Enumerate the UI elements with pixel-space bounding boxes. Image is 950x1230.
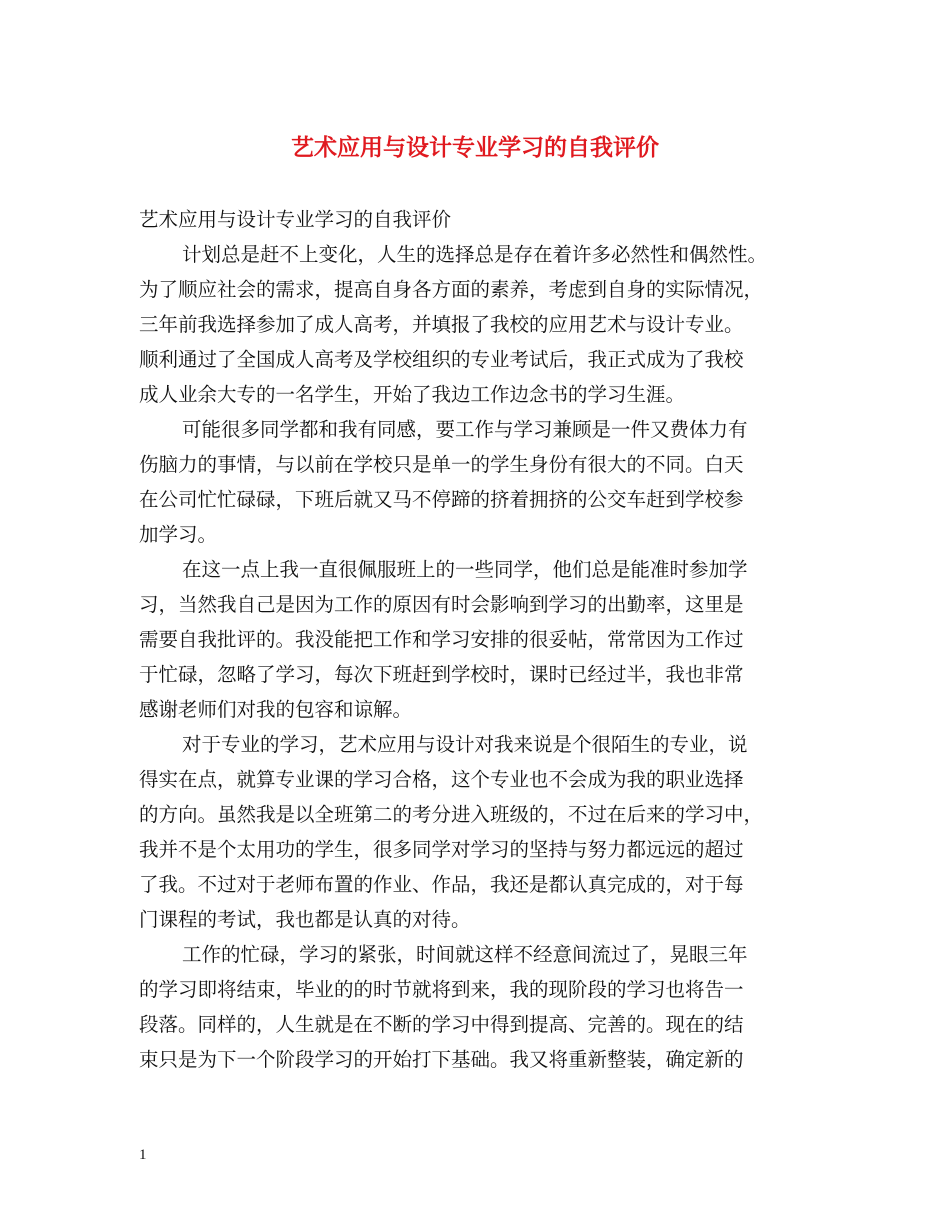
paragraph-line: 对于专业的学习，艺术应用与设计对我来说是个很陌生的专业，说	[182, 733, 748, 756]
paragraph-line: 我并不是个太用功的学生，很多同学对学习的坚持与努力都远远的超过	[139, 838, 744, 861]
paragraph-line: 于忙碌，忽略了学习，每次下班赶到学校时，课时已经过半，我也非常	[139, 663, 744, 686]
paragraph-line: 为了顺应社会的需求，提高自身各方面的素养，考虑到自身的实际情况，	[139, 278, 764, 301]
paragraph-line: 工作的忙碌，学习的紧张，时间就这样不经意间流过了，晃眼三年	[182, 943, 748, 966]
paragraph-line: 感谢老师们对我的包容和谅解。	[139, 698, 413, 721]
paragraph-line: 可能很多同学都和我有同感，要工作与学习兼顾是一件又费体力有	[182, 418, 748, 441]
paragraph-line: 在公司忙忙碌碌，下班后就又马不停蹄的挤着拥挤的公交车赶到学校参	[139, 488, 744, 511]
paragraph-line: 在这一点上我一直很佩服班上的一些同学，他们总是能准时参加学	[182, 558, 748, 581]
document-title: 艺术应用与设计专业学习的自我评价	[291, 134, 659, 161]
paragraph-line: 门课程的考试，我也都是认真的对待。	[139, 908, 471, 931]
body-heading: 艺术应用与设计专业学习的自我评价	[139, 208, 452, 231]
paragraph-line: 需要自我批评的。我没能把工作和学习安排的很妥帖，常常因为工作过	[139, 628, 744, 651]
paragraph-line: 的学习即将结束，毕业的的时节就将到来，我的现阶段的学习也将告一	[139, 978, 744, 1001]
paragraph-line: 习，当然我自己是因为工作的原因有时会影响到学习的出勤率，这里是	[139, 593, 744, 616]
paragraph-line: 三年前我选择参加了成人高考，并填报了我校的应用艺术与设计专业。	[139, 313, 744, 336]
paragraph-line: 的方向。虽然我是以全班第二的考分进入班级的，不过在后来的学习中，	[139, 803, 764, 826]
paragraph-line: 计划总是赶不上变化，人生的选择总是存在着许多必然性和偶然性。	[182, 243, 768, 266]
paragraph-line: 顺利通过了全国成人高考及学校组织的专业考试后，我正式成为了我校	[139, 348, 744, 371]
paragraph-line: 束只是为下一个阶段学习的开始打下基础。我又将重新整装，确定新的	[139, 1048, 744, 1071]
paragraph-line: 得实在点，就算专业课的学习合格，这个专业也不会成为我的职业选择	[139, 768, 744, 791]
page-number: 1	[139, 1147, 147, 1163]
paragraph-line: 加学习。	[139, 523, 218, 546]
paragraph-line: 了我。不过对于老师布置的作业、作品，我还是都认真完成的，对于每	[139, 873, 744, 896]
document-body	[139, 202, 839, 1077]
paragraph-line: 段落。同样的，人生就是在不断的学习中得到提高、完善的。现在的结	[139, 1013, 744, 1036]
paragraph-line: 成人业余大专的一名学生，开始了我边工作边念书的学习生涯。	[139, 383, 686, 406]
paragraph-line: 伤脑力的事情，与以前在学校只是单一的学生身份有很大的不同。白天	[139, 453, 744, 476]
